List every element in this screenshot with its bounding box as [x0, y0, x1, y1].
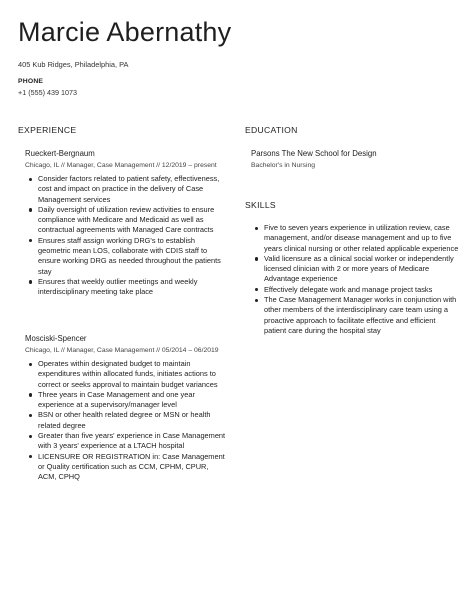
- list-item: The Case Management Manager works in conjunction with other members of the interdisciplinary care team using a proactive approach to facilitate effective and efficient patient care during the hospital stay: [254, 295, 459, 336]
- list-item: Ensures that weekly outlier meetings and weekly interdisciplinary meeting take place: [28, 277, 226, 298]
- list-item: BSN or other health related degree or MSN or health related degree: [28, 410, 226, 431]
- list-item: Valid licensure as a clinical social worker or independently licensed clinician with 2 or more years of Medicare Advantage experience: [254, 254, 459, 285]
- school-name: Parsons The New School for Design: [251, 149, 377, 158]
- degree: Bachelor's in Nursing: [251, 162, 316, 169]
- skills-list: [254, 223, 459, 336]
- list-item: Daily oversight of utilization review activities to ensure compliance with Medicare and Medicaid as well as contractual agreements with Managed Care contracts: [28, 205, 226, 236]
- job-bullets: [28, 174, 226, 298]
- experience-heading: EXPERIENCE: [18, 125, 77, 135]
- list-item: Greater than five years' experience in Case Management with 3 years' experience at a LTACH hospital: [28, 431, 226, 452]
- skills-heading: SKILLS: [245, 200, 276, 210]
- list-item: Effectively delegate work and manage project tasks: [254, 285, 459, 295]
- job-company: Rueckert-Bergnaum: [25, 149, 95, 158]
- list-item: LICENSURE OR REGISTRATION in: Case Management or Quality certification such as CCM, CPHM, CPUR, ACM, CPHQ: [28, 452, 226, 483]
- list-item: Ensures staff assign working DRG's to establish geometric mean LOS, collaborate with CDIS staff to ensure working DRG as needed throughout the patients stay: [28, 236, 226, 277]
- list-item: Five to seven years experience in utilization review, case management, and/or disease management and up to five years clinical nursing or other related applicable experience: [254, 223, 459, 254]
- list-item: Consider factors related to patient safety, effectiveness, cost and impact on practice in the delivery of Case Management services: [28, 174, 226, 205]
- list-item: Three years in Case Management and one year experience at a supervisory/manager level: [28, 390, 226, 411]
- job-company: Mosciski-Spencer: [25, 334, 87, 343]
- job-meta: Chicago, IL // Manager, Case Management // 05/2014 – 06/2019: [25, 347, 219, 354]
- phone-number: +1 (555) 439 1073: [18, 88, 77, 97]
- list-item: Operates within designated budget to maintain expenditures within allocated funds, initiates actions to correct or seeks approval to maintain budget variances: [28, 359, 226, 390]
- candidate-name: Marcie Abernathy: [18, 17, 232, 47]
- job-meta: Chicago, IL // Manager, Case Management // 12/2019 – present: [25, 162, 217, 169]
- education-heading: EDUCATION: [245, 125, 298, 135]
- phone-label: PHONE: [18, 78, 44, 85]
- candidate-address: 405 Kub Ridges, Philadelphia, PA: [18, 60, 129, 69]
- job-bullets: [28, 359, 226, 483]
